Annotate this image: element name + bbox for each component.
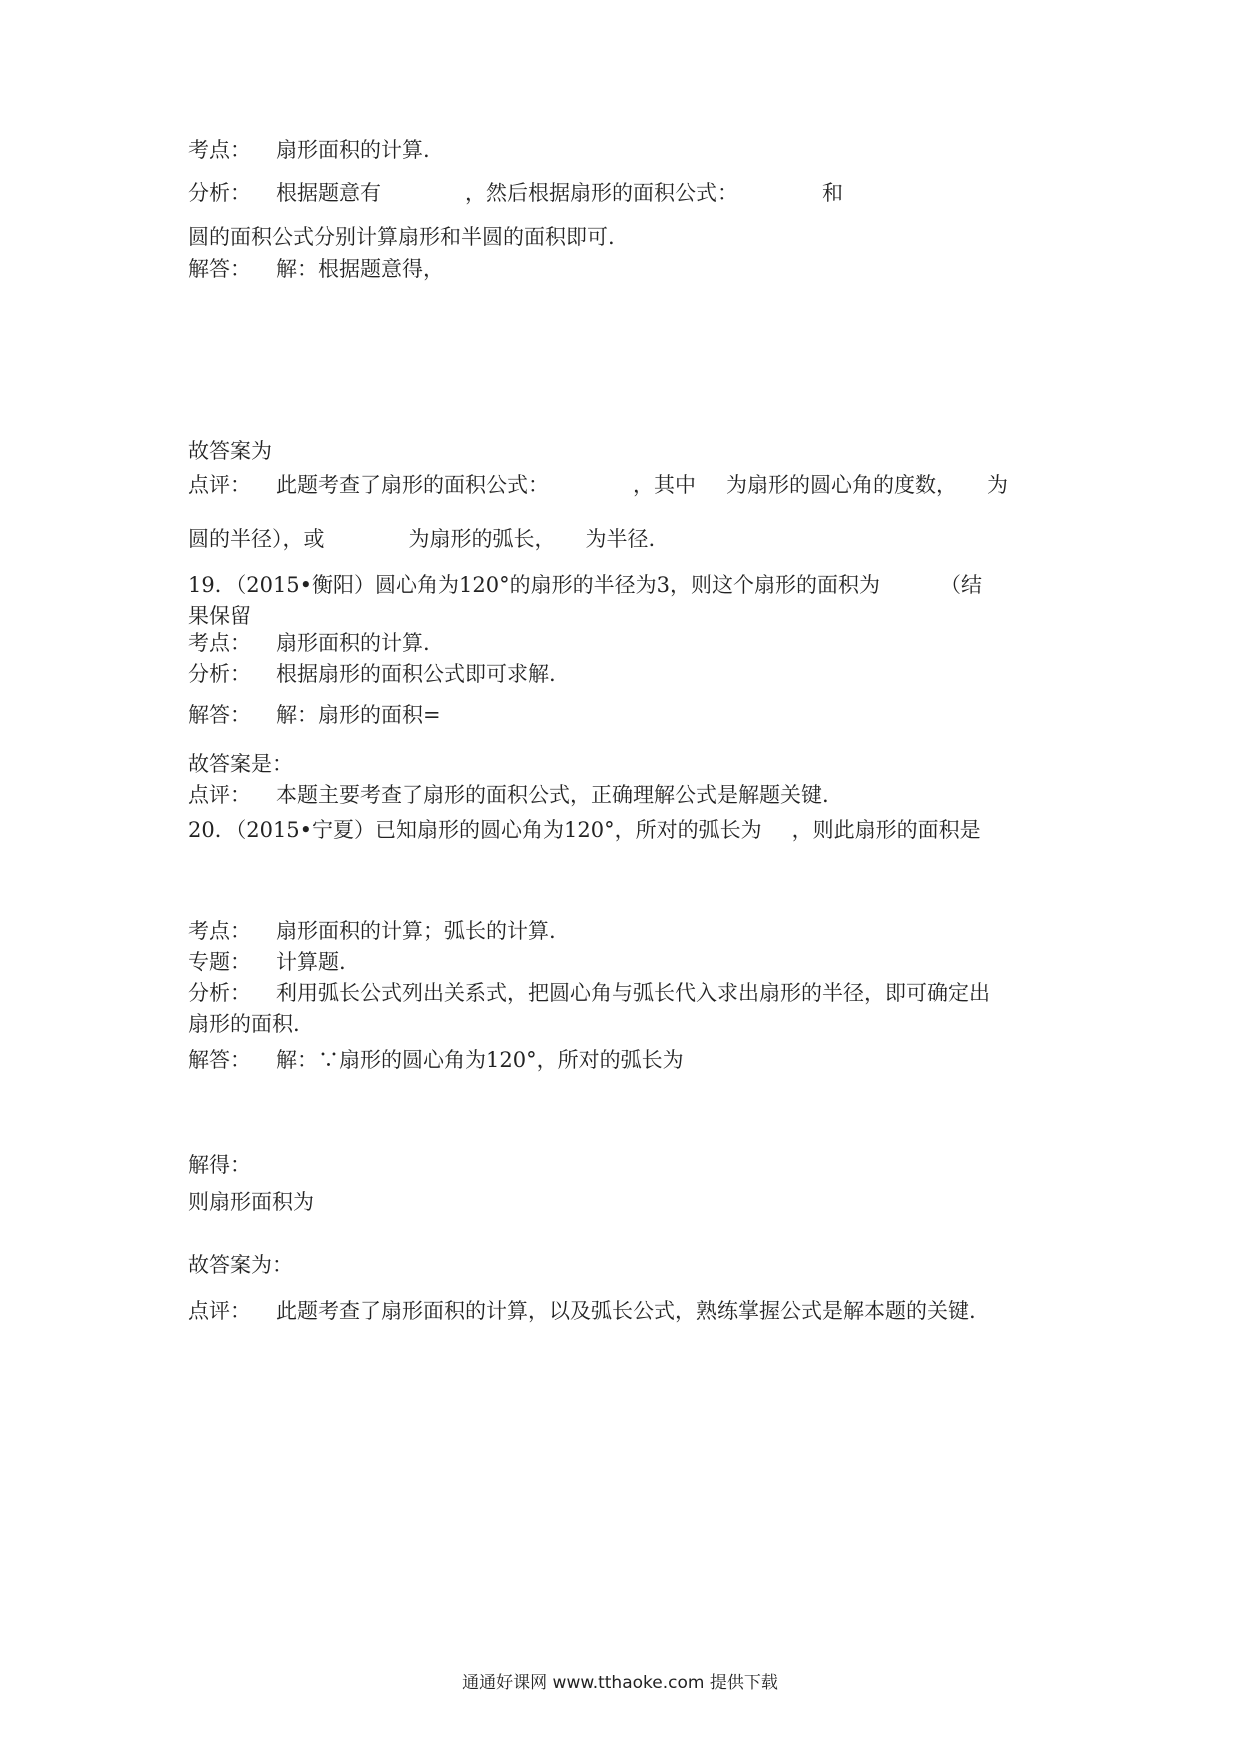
answer-line: 故答案为: [188, 439, 272, 463]
answer-20-line: 故答案为：: [188, 1253, 293, 1277]
question-20-line: 20．（2015•宁夏）已知扇形的圆心角为120°，所对的弧长为 ，则此扇形的面积是: [188, 818, 981, 842]
fenxi-20-line-2: 扇形的面积.: [188, 1012, 300, 1036]
answer-19-line: 故答案是：: [188, 752, 293, 776]
area-line: 则扇形面积为: [188, 1190, 314, 1214]
dianping-line: 点评： 此题考查了扇形的面积公式： ，其中 为扇形的圆心角的度数， 为: [188, 473, 1008, 497]
fenxi-line: 分析： 根据题意有 ，然后根据扇形的面积公式： 和: [188, 181, 843, 205]
fenxi-20-line: 分析： 利用弧长公式列出关系式，把圆心角与弧长代入求出扇形的半径，即可确定出: [188, 981, 990, 1005]
zhuanti-20-line: 专题： 计算题.: [188, 950, 346, 974]
dianping-line-2: 圆的半径），或 为扇形的弧长， 为半径.: [188, 527, 656, 551]
jieda-line: 解答： 解：根据题意得，: [188, 257, 444, 281]
kaodian-19-line: 考点： 扇形面积的计算.: [188, 631, 430, 655]
fenxi-line-2: 圆的面积公式分别计算扇形和半圆的面积即可.: [188, 225, 615, 249]
kaodian-line: 考点： 扇形面积的计算.: [188, 138, 430, 162]
footer-text: 通通好课网 www.tthaoke.com 提供下载: [462, 1673, 778, 1693]
fenxi-19-line: 分析： 根据扇形的面积公式即可求解.: [188, 662, 556, 686]
kaodian-20-line: 考点： 扇形面积的计算；弧长的计算.: [188, 919, 556, 943]
question-19-line: 19．（2015•衡阳）圆心角为120°的扇形的半径为3，则这个扇形的面积为 （结: [188, 573, 982, 597]
dianping-19-line: 点评： 本题主要考查了扇形的面积公式，正确理解公式是解题关键.: [188, 783, 829, 807]
dianping-20-line: 点评： 此题考查了扇形面积的计算，以及弧长公式，熟练掌握公式是解本题的关键.: [188, 1299, 976, 1323]
jieda-19-line: 解答： 解：扇形的面积=: [188, 703, 441, 727]
jieda-20-line: 解答： 解：∵扇形的圆心角为120°，所对的弧长为: [188, 1048, 684, 1072]
question-19-line-2: 果保留: [188, 604, 251, 628]
jiede-line: 解得：: [188, 1153, 251, 1177]
